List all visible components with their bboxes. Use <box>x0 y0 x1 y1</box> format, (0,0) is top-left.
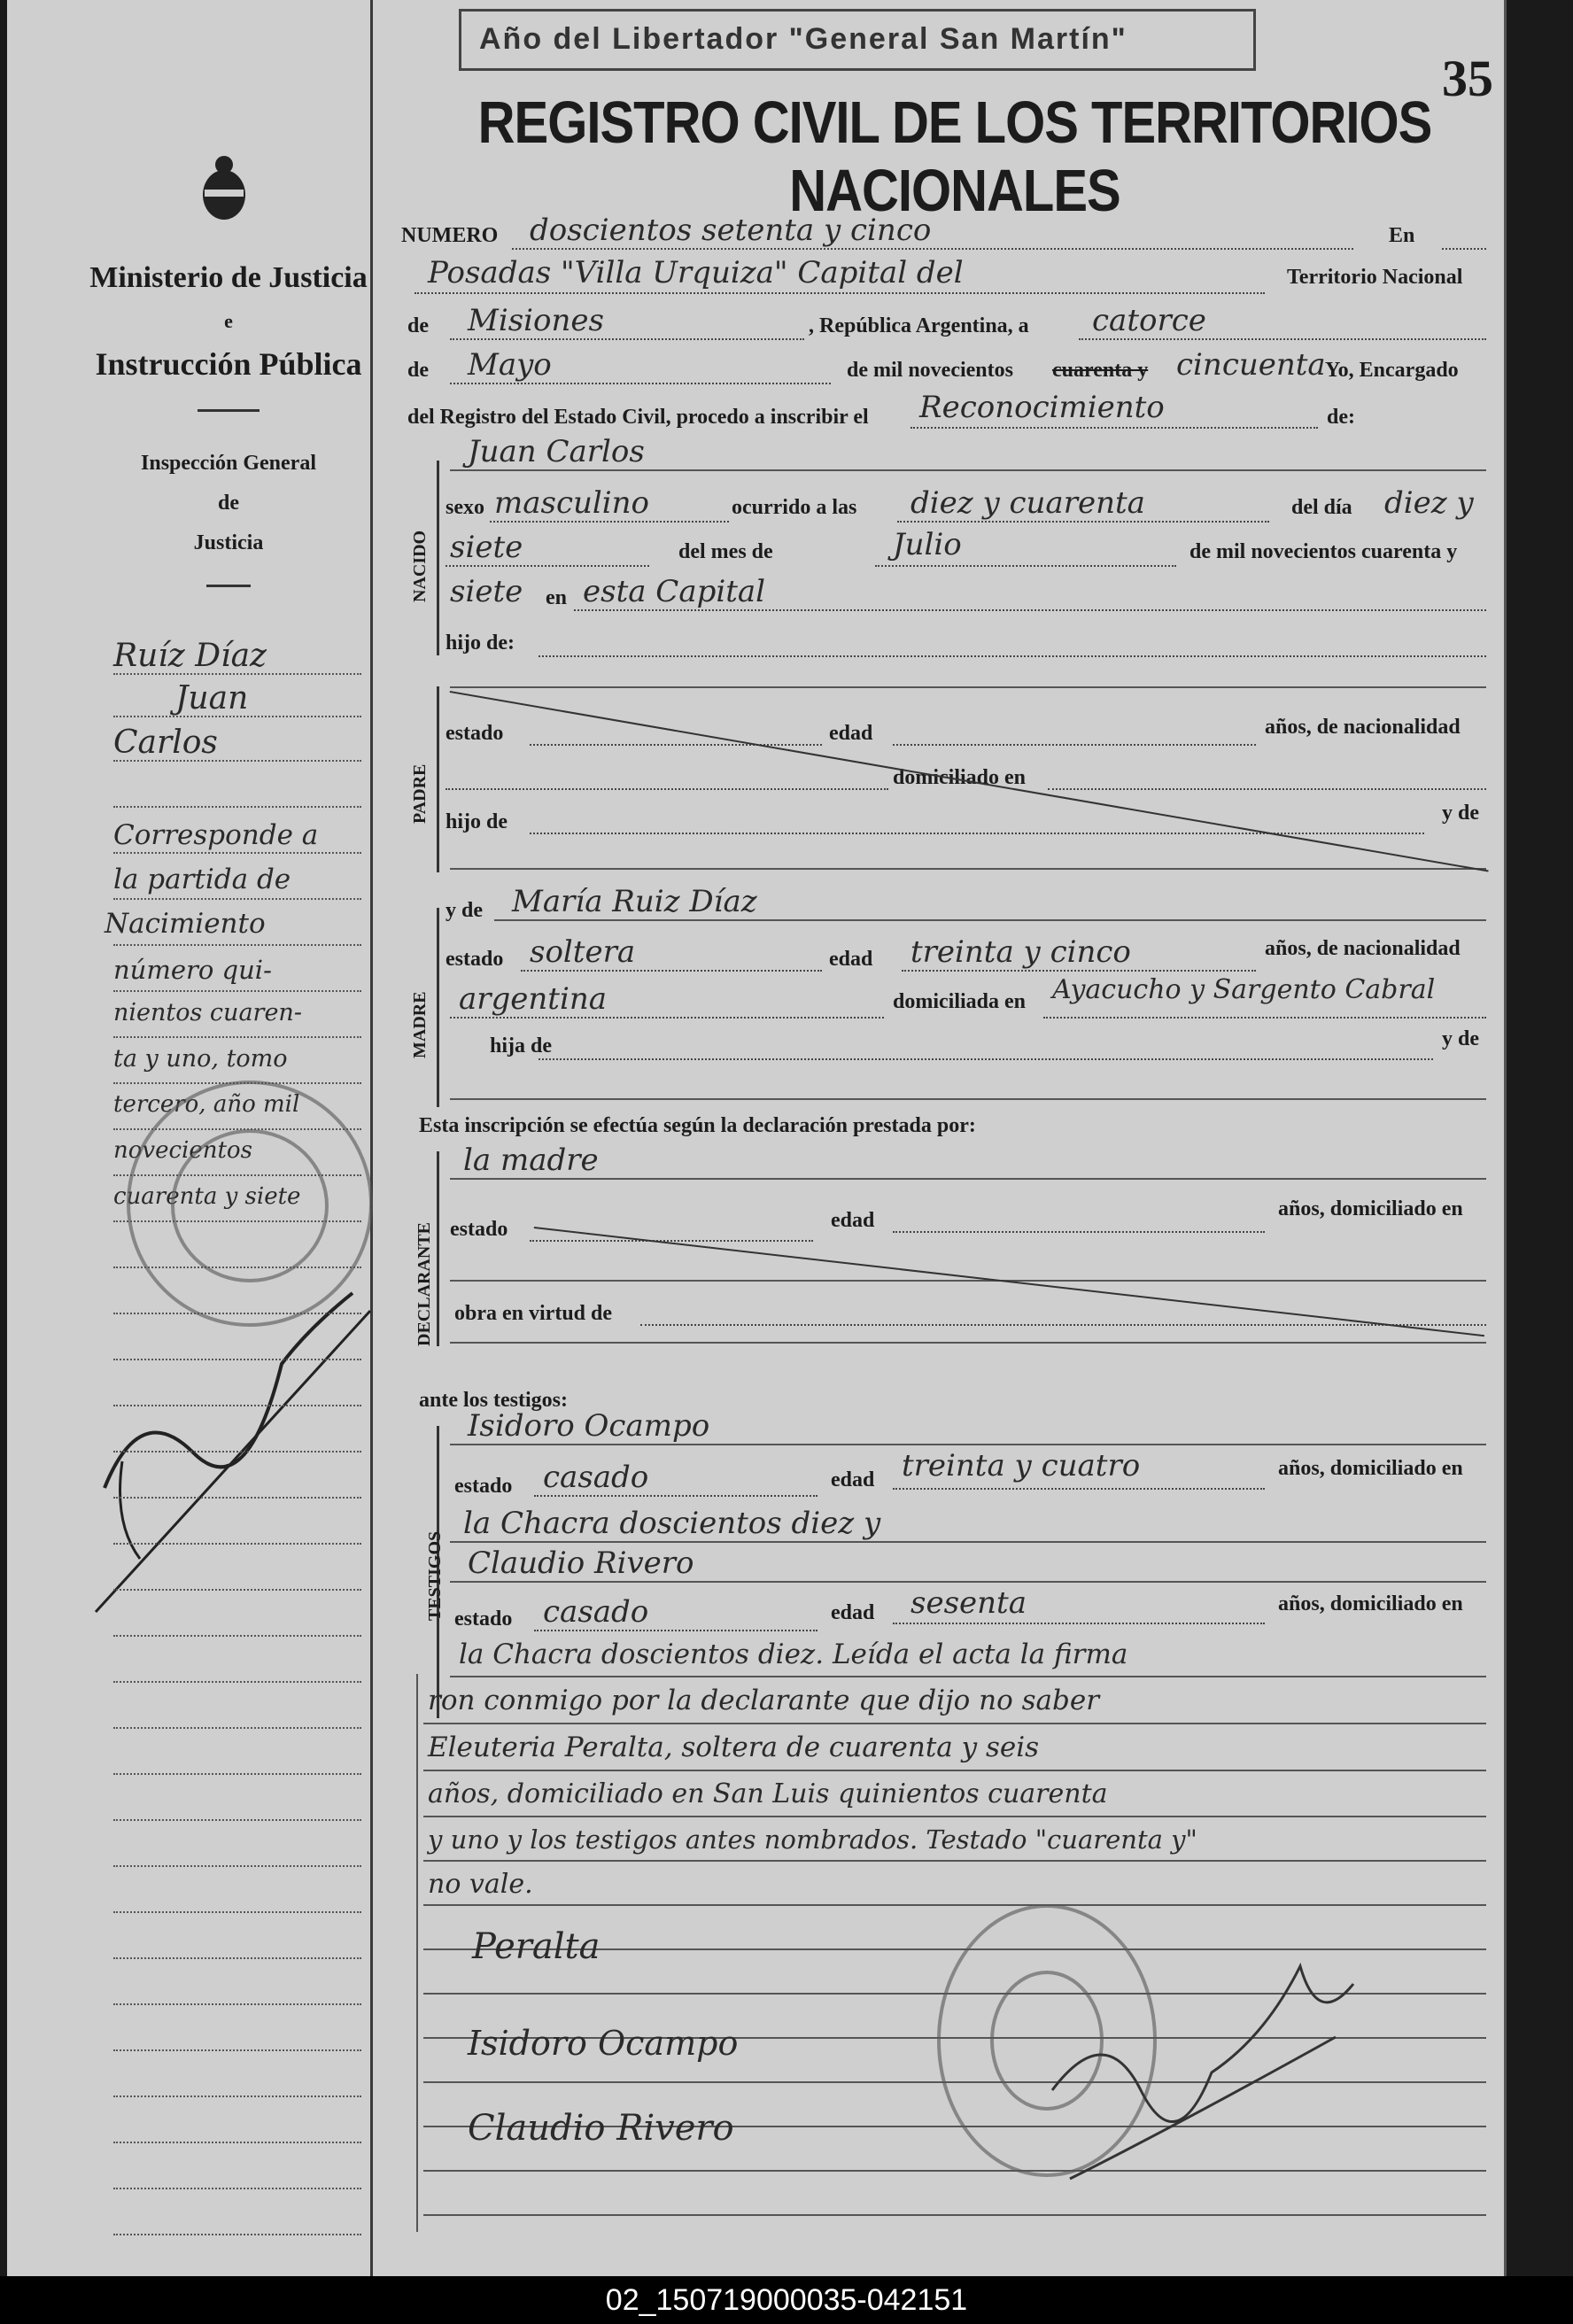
dia-label: del día <box>1291 496 1352 519</box>
padre-edad-label: edad <box>829 722 873 745</box>
place-value: Posadas "Villa Urquiza" Capital del <box>428 255 964 290</box>
image-caption: 02_150719000035-042151 <box>0 2276 1573 2324</box>
official-signature <box>1034 1931 1371 2196</box>
declaracion-label: Esta inscripción se efectúa según la declaración prestada por: <box>419 1114 976 1137</box>
anio-nacido-value: siete <box>450 574 523 609</box>
testigo1-domicilio: la Chacra doscientos diez y <box>463 1506 881 1541</box>
yo-label: Yo, Encargado <box>1325 359 1459 382</box>
republica-label: , República Argentina, a <box>809 314 1029 337</box>
testigo2-nombre: Claudio Rivero <box>468 1545 694 1581</box>
testigos-section-label: TESTIGOS <box>425 1530 445 1621</box>
testigo2-estado-label: estado <box>454 1607 513 1631</box>
cuarenta-label: cuarenta y <box>1052 359 1149 382</box>
firma-peralta: Peralta <box>472 1926 601 1967</box>
margin-note-line: tercero, año mil <box>113 1091 300 1118</box>
madre-section-label: MADRE <box>410 991 430 1058</box>
declarante-bracket <box>437 1151 452 1346</box>
numero-label: NUMERO <box>401 224 499 247</box>
declarante-cancel-line <box>534 1227 1484 1336</box>
hora-value: diez y cuarenta <box>910 485 1145 521</box>
de2-label: de <box>407 359 429 382</box>
declarante-edad-label: edad <box>831 1209 875 1232</box>
year-stamp: Año del Libertador "General San Martín" <box>459 9 1256 71</box>
ministry-divider <box>198 409 260 412</box>
en-label: En <box>1389 224 1415 247</box>
declarante-estado-label: estado <box>450 1218 508 1241</box>
testigo2-estado: casado <box>543 1594 649 1630</box>
madre-nacionalidad-value: argentina <box>459 981 608 1017</box>
madre-yde-label: y de <box>446 899 483 922</box>
de-label: de <box>407 314 429 337</box>
padre-section-label: PADRE <box>410 763 430 824</box>
dia-value-a: diez y <box>1384 485 1474 521</box>
madre-edad-value: treinta y cinco <box>910 934 1131 970</box>
margin-note-line: la partida de <box>113 864 291 895</box>
margin-note-line: Nacimiento <box>105 908 266 940</box>
ministry-sub1: Inspección General <box>141 452 316 475</box>
testigo1-edad: treinta y cuatro <box>902 1448 1141 1483</box>
madre-estado-value: soltera <box>530 934 636 970</box>
declarante-nombre: la madre <box>463 1143 599 1178</box>
madre-hija-label: hija de <box>490 1034 553 1057</box>
testigo1-edad-label: edad <box>831 1468 875 1491</box>
madre-bracket <box>437 908 452 1107</box>
margin-note-line: Carlos <box>113 724 218 761</box>
territorio-label: Territorio Nacional <box>1287 266 1463 289</box>
declarante-section-label: DECLARANTE <box>415 1221 434 1346</box>
de3-label: de: <box>1327 406 1355 429</box>
lugar-value: esta Capital <box>583 574 766 609</box>
margin-note-line: Corresponde a <box>113 819 319 851</box>
ocurrido-label: ocurrido a las <box>732 496 857 519</box>
madre-domiciliada-label: domiciliada en <box>893 990 1027 1013</box>
observations-left-border <box>416 1674 418 2232</box>
mil-label: de mil novecientos <box>847 359 1013 382</box>
firma-ocampo: Isidoro Ocampo <box>468 2024 739 2063</box>
mes-label: del mes de <box>678 540 773 563</box>
mes-nacido-value: Julio <box>893 527 962 562</box>
declarante-obra-label: obra en virtud de <box>454 1302 613 1325</box>
nacido-section-label: NACIDO <box>410 530 430 602</box>
testigo2-domicilio: la Chacra doscientos diez. Leída el acta la firma <box>459 1638 1128 1670</box>
madre-estado-label: estado <box>446 948 504 971</box>
observacion-line: años, domiciliado en San Luis quinientos cuarenta <box>428 1778 1108 1809</box>
margin-note-line: Juan <box>175 680 249 717</box>
margin-note-line: Ruíz Díaz <box>113 638 267 674</box>
madre-nombre: María Ruiz Díaz <box>512 884 757 919</box>
dia-value: catorce <box>1092 303 1206 338</box>
territorio-value: Misiones <box>468 303 604 338</box>
acto-value: Reconocimiento <box>919 390 1165 425</box>
margin-note-line: cuarenta y siete <box>113 1183 301 1210</box>
madre-anios-label: años, de nacionalidad <box>1265 937 1461 960</box>
page-title: REGISTRO CIVIL DE LOS TERRITORIOS NACIONALES <box>477 89 1432 224</box>
ministry-line1: Ministerio de Justicia <box>89 261 368 294</box>
padre-anios-label: años, de nacionalidad <box>1265 716 1461 739</box>
testigos-label: ante los testigos: <box>419 1389 568 1412</box>
declarante-anios-label: años, domiciliado en <box>1278 1197 1463 1220</box>
registro-label: del Registro del Estado Civil, procedo a inscribir el <box>407 406 869 429</box>
mes-value: Mayo <box>468 347 552 383</box>
dia-value-b: siete <box>450 530 523 565</box>
madre-domicilio-value: Ayacucho y Sargento Cabral <box>1052 974 1436 1005</box>
observacion-line: no vale. <box>428 1869 533 1900</box>
observacion-line: Eleuteria Peralta, soltera de cuarenta y seis <box>428 1731 1040 1763</box>
nacido-nombre: Juan Carlos <box>468 434 645 469</box>
observacion-line: ron conmigo por la declarante que dijo no saber <box>428 1685 1100 1716</box>
ministry-line2: e <box>224 310 233 332</box>
testigo2-edad-label: edad <box>831 1601 875 1624</box>
padre-bracket <box>437 686 452 872</box>
testigo1-estado-label: estado <box>454 1475 513 1498</box>
observacion-line: y uno y los testigos antes nombrados. Testado "cuarenta y" <box>428 1824 1197 1855</box>
testigo1-anios-label: años, domiciliado en <box>1278 1457 1463 1480</box>
document-page <box>7 0 1507 2276</box>
testigo2-anios-label: años, domiciliado en <box>1278 1592 1463 1615</box>
sexo-value: masculino <box>494 485 650 521</box>
testigo2-edad: sesenta <box>910 1585 1027 1621</box>
ministry-line3: Instrucción Pública <box>95 346 362 382</box>
page-number: 35 <box>1442 50 1493 107</box>
margin-note-line: nientos cuaren- <box>113 999 302 1026</box>
en-lugar-label: en <box>546 586 567 609</box>
padre-domiciliado-label: domiciliado en <box>893 766 1027 789</box>
firma-rivero: Claudio Rivero <box>468 2108 734 2149</box>
margin-column <box>7 0 373 2276</box>
padre-yde-label: y de <box>1442 802 1479 825</box>
madre-edad-label: edad <box>829 948 873 971</box>
madre-yde2-label: y de <box>1442 1027 1479 1050</box>
ministry-sub3: Justicia <box>193 531 264 554</box>
margin-note-line: número qui- <box>113 955 272 985</box>
anio-label: de mil novecientos cuarenta y <box>1189 540 1458 563</box>
coat-of-arms-icon <box>198 151 251 221</box>
ministry-sub2: de <box>218 492 239 515</box>
testigo1-estado: casado <box>543 1460 649 1495</box>
hijo-de-label: hijo de: <box>446 631 515 655</box>
ministry-divider-2 <box>206 585 251 587</box>
numero-value: doscientos setenta y cinco <box>530 213 932 248</box>
sexo-label: sexo <box>446 496 484 519</box>
padre-estado-label: estado <box>446 722 504 745</box>
padre-hijo-label: hijo de <box>446 810 508 833</box>
margin-note-line: novecientos <box>113 1137 252 1164</box>
anio-value: cincuenta <box>1176 347 1326 383</box>
margin-note-line: ta y uno, tomo <box>113 1045 288 1073</box>
testigo1-nombre: Isidoro Ocampo <box>468 1408 710 1444</box>
